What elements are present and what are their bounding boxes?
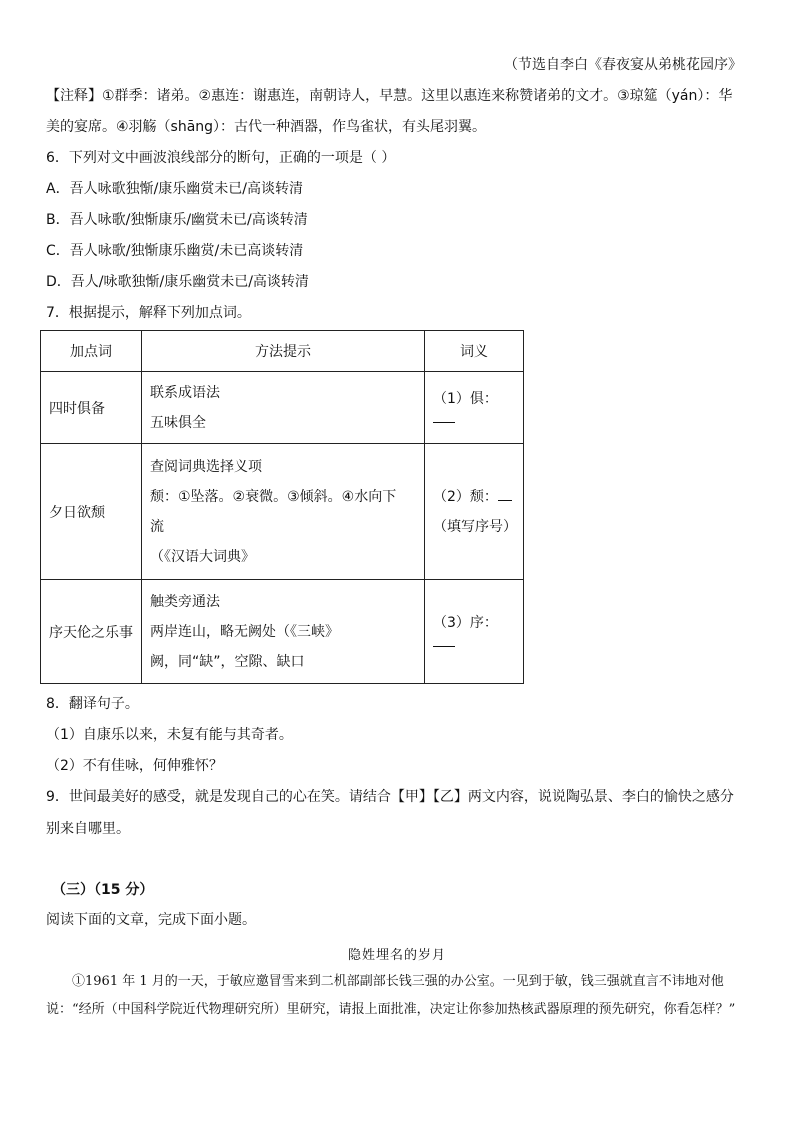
hint-line: 查阅词典选择义项 bbox=[150, 458, 262, 475]
table-row bbox=[41, 444, 524, 580]
hint-line: （《汉语大词典》 bbox=[150, 548, 255, 565]
question-6-stem: 6．下列对文中画波浪线部分的断句，正确的一项是（ ） bbox=[46, 150, 396, 166]
hint-line: 流 bbox=[150, 518, 164, 535]
meaning-label: （2）颓： bbox=[433, 488, 498, 505]
question-8-item-2: （2）不有佳咏，何伸雅怀？ bbox=[46, 758, 223, 774]
question-9-text: 9．世间最美好的感受，就是发现自己的心在笑。请结合【甲】【乙】两文内容，说说陶弘景、李白的愉快之感分别来自哪里。 bbox=[46, 789, 734, 837]
question-8-stem: 8．翻译句子。 bbox=[46, 696, 139, 712]
table-row bbox=[41, 372, 524, 444]
annotation-line-1: 【注释】①群季：诸弟。②惠连：谢惠连，南朝诗人，早慧。这里以惠连来称赞诸弟的文才。③琼筵（yán）：华 bbox=[46, 88, 733, 104]
question-7-stem: 7．根据提示，解释下列加点词。 bbox=[46, 305, 251, 321]
table-cell-meaning bbox=[425, 372, 524, 444]
answer-blank[interactable] bbox=[498, 486, 512, 501]
question-6-option-b: B．吾人咏歌/独惭康乐/幽赏未已/高谈转清 bbox=[46, 212, 308, 228]
table-cell-word: 四时俱备 bbox=[41, 372, 142, 444]
question-6-option-a: A．吾人咏歌独惭/康乐幽赏未已/高谈转清 bbox=[46, 181, 304, 197]
table-header-word: 加点词 bbox=[41, 331, 142, 372]
question-6-option-c: C．吾人咏歌/独惭康乐幽赏/未已高谈转清 bbox=[46, 243, 304, 259]
table-header-hint: 方法提示 bbox=[142, 331, 425, 372]
table-cell-hint bbox=[142, 372, 425, 444]
section-3-heading: （三）（15 分） bbox=[52, 882, 154, 898]
table-cell-word: 序天伦之乐事 bbox=[41, 580, 142, 684]
section-3-instruction: 阅读下面的文章，完成下面小题。 bbox=[46, 912, 256, 928]
question-8-item-1: （1）自康乐以来，未复有能与其奇者。 bbox=[46, 727, 293, 743]
table-cell-hint bbox=[142, 580, 425, 684]
table-row bbox=[41, 580, 524, 684]
table-cell-meaning bbox=[425, 444, 524, 580]
hint-line: 触类旁通法 bbox=[150, 593, 220, 610]
meaning-note: （填写序号） bbox=[433, 518, 517, 535]
table-cell-hint bbox=[142, 444, 425, 580]
hint-line: 颓：①坠落。②衰微。③倾斜。④水向下 bbox=[150, 488, 397, 505]
meaning-label: （1）俱： bbox=[433, 391, 498, 407]
hint-line: 两岸连山，略无阙处（《三峡》 bbox=[150, 623, 339, 640]
article-title: 隐姓埋名的岁月 bbox=[347, 948, 446, 963]
question-7-table bbox=[40, 330, 524, 684]
table-header-row bbox=[41, 331, 524, 372]
hint-line: 阙，同“缺”，空隙、缺口 bbox=[150, 653, 305, 670]
table-header-meaning: 词义 bbox=[425, 331, 524, 372]
meaning-label: （3）序： bbox=[433, 615, 498, 631]
table-cell-word: 夕日欲颓 bbox=[41, 444, 142, 580]
article-paragraph-1: ①1961 年 1 月的一天，于敏应邀冒雪来到二机部副部长钱三强的办公室。一见到于敏，钱三强就直言不讳地对他说：“经所（中国科学院近代物理研究所）里研究，请报上面批准，决定让你参加热核武器原理的预先研究，你看怎样？” bbox=[46, 974, 736, 1017]
answer-blank[interactable] bbox=[433, 632, 455, 647]
source-citation: （节选自李白《春夜宴从弟桃花园序》 bbox=[504, 57, 742, 73]
annotation-line-2: 美的宴席。④羽觞（shāng）：古代一种酒器，作鸟雀状，有头尾羽翼。 bbox=[46, 119, 487, 135]
table-cell-meaning bbox=[425, 580, 524, 684]
answer-blank[interactable] bbox=[433, 408, 455, 423]
question-6-option-d: D．吾人/咏歌独惭/康乐幽赏未已/高谈转清 bbox=[46, 274, 309, 290]
hint-line: 联系成语法 bbox=[150, 384, 220, 401]
hint-line: 五味俱全 bbox=[150, 414, 206, 431]
